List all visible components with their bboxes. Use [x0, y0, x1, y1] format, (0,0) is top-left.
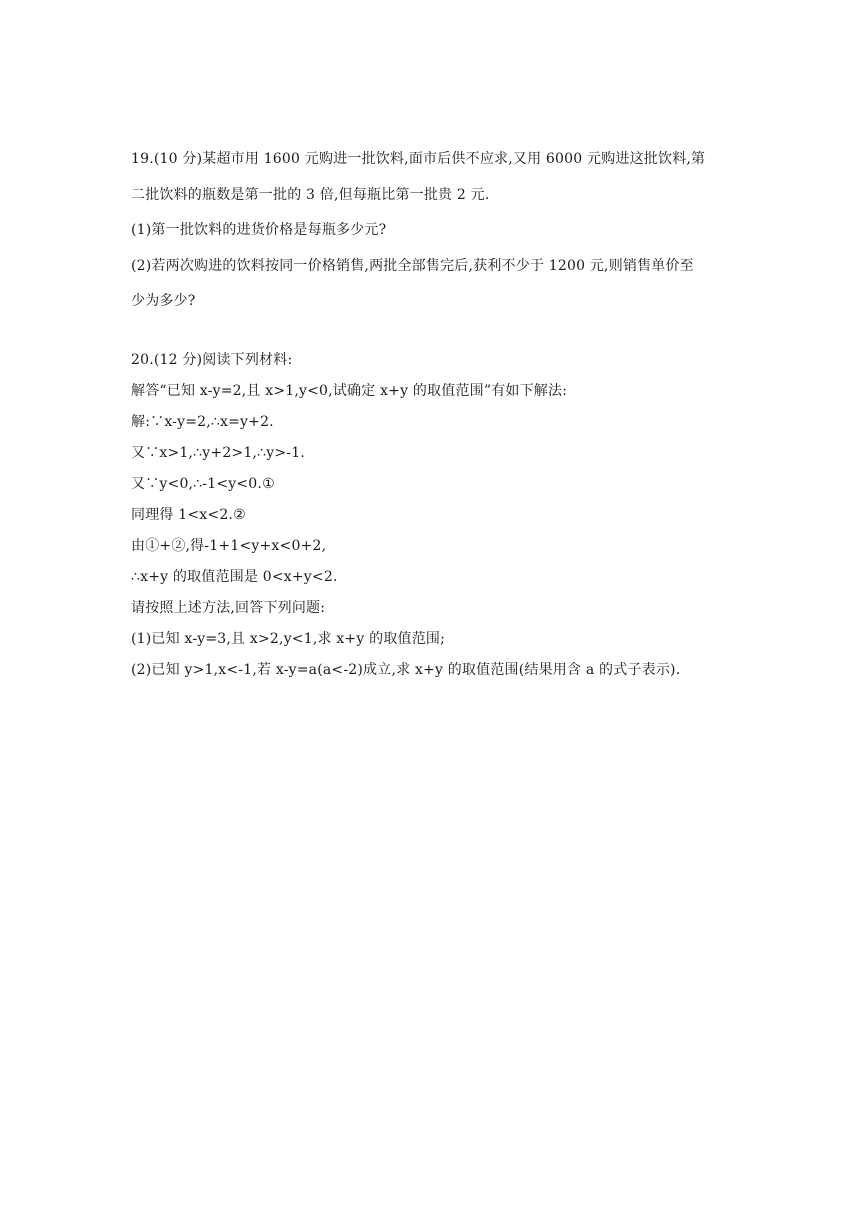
problem-19-line: 19.(10 分)某超市用 1600 元购进一批饮料,面市后供不应求,又用 6000 元购进这批饮料,第: [131, 151, 706, 167]
problem-19-question-1: (1)第一批饮料的进货价格是每瓶多少元?: [131, 222, 387, 238]
problem-20-solution-step: 又∵y<0,∴-1<y<0.①: [131, 476, 275, 492]
problem-20-question-1: (1)已知 x-y=3,且 x>2,y<1,求 x+y 的取值范围;: [131, 631, 446, 647]
problem-20-solution-step: 解:∵x-y=2,∴x=y+2.: [131, 414, 274, 430]
problem-19-line: 二批饮料的瓶数是第一批的 3 倍,但每瓶比第一批贵 2 元.: [131, 186, 490, 203]
problem-20-instruction: 请按照上述方法,回答下列问题:: [131, 600, 326, 616]
problem-20-solution-step: 同理得 1<x<2.②: [131, 507, 246, 523]
problem-19-line: 少为多少?: [131, 293, 196, 309]
problem-20-solution-step: 又∵x>1,∴y+2>1,∴y>-1.: [131, 445, 305, 461]
problem-20-line: 解答“已知 x-y=2,且 x>1,y<0,试确定 x+y 的取值范围”有如下解法:: [131, 383, 568, 399]
problem-19: [131, 142, 751, 320]
problem-19-question-2: (2)若两次购进的饮料按同一价格销售,两批全部售完后,获利不少于 1200 元,则销售单价至: [131, 257, 694, 274]
problem-20-solution-step: ∴x+y 的取值范围是 0<x+y<2.: [131, 569, 338, 585]
problem-20: [131, 345, 751, 686]
problem-20-question-2: (2)已知 y>1,x<-1,若 x-y=a(a<-2)成立,求 x+y 的取值范围(结果用含 a 的式子表示).: [131, 662, 681, 678]
problem-20-heading: 20.(12 分)阅读下列材料:: [131, 352, 293, 368]
problem-20-solution-step: 由①+②,得-1+1<y+x<0+2,: [131, 538, 327, 554]
